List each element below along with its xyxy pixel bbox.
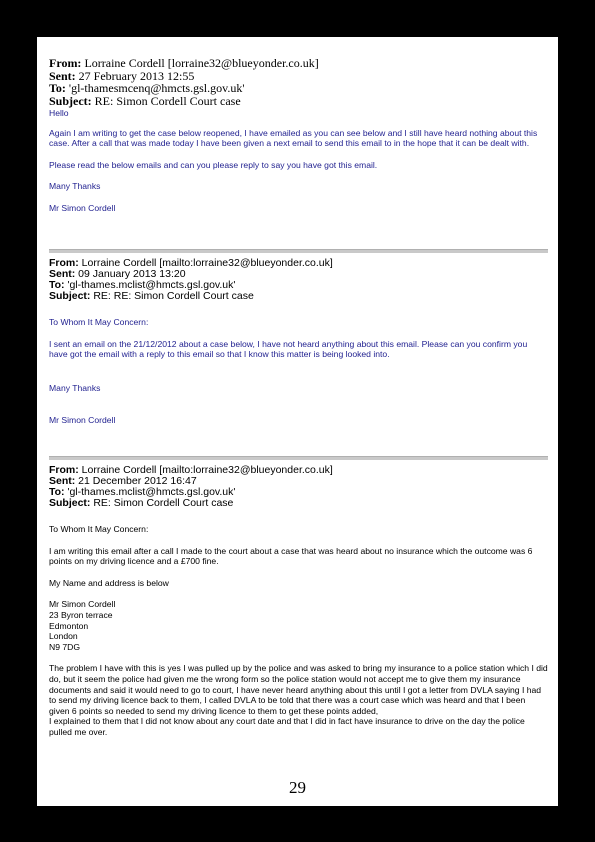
email-1 bbox=[49, 57, 548, 214]
paragraph: I sent an email on the 21/12/2012 about a case below, I have not heard anything about this email. Please can you confirm you have got the email with a reply to this email so that I know this matter is being looked into. bbox=[49, 338, 528, 360]
address-line: N9 7DG bbox=[49, 641, 81, 652]
paragraph: The problem I have with this is yes I was pulled up by the police and was asked to bring my insurance to a police station which I did do, but it seem the police had given me the wrong form so the police station would not accept me to give them my insurance documents and said it would need to go to court, I have never heard anything about this until I got a letter from DVLA saying I had to send my driving licence back to them, I called DVLA to be told that there was a court case which was heard and that I been given 6 points so needed to send my driving licence to them to get these points added, bbox=[49, 663, 548, 716]
email-2 bbox=[49, 258, 548, 426]
email-1-header bbox=[49, 57, 548, 107]
address-line: Edmonton bbox=[49, 620, 89, 631]
page-number: 29 bbox=[289, 778, 306, 797]
paragraph: Please read the below emails and can you please reply to say you have got this email. bbox=[49, 159, 378, 170]
subject-line: Subject: RE: Simon Cordell Court case bbox=[49, 497, 234, 509]
email-2-header bbox=[49, 258, 548, 302]
to-line: To: 'gl-thames.mclist@hmcts.gsl.gov.uk' bbox=[49, 279, 236, 291]
from-line: From: Lorraine Cordell [lorraine32@blueyonder.co.uk] bbox=[49, 56, 319, 70]
sent-line: Sent: 09 January 2013 13:20 bbox=[49, 268, 186, 280]
document-page bbox=[37, 37, 558, 806]
closing: Many Thanks bbox=[49, 181, 101, 192]
address-line: London bbox=[49, 631, 78, 642]
greeting: To Whom It May Concern: bbox=[49, 317, 149, 327]
greeting: To Whom It May Concern: bbox=[49, 524, 149, 534]
address-line: Mr Simon Cordell bbox=[49, 599, 116, 610]
email-3-header bbox=[49, 465, 548, 509]
paragraph: My Name and address is below bbox=[49, 577, 169, 588]
address-line: 23 Byron terrace bbox=[49, 609, 113, 620]
email-3 bbox=[49, 465, 548, 738]
signature: Mr Simon Cordell bbox=[49, 415, 116, 426]
signature: Mr Simon Cordell bbox=[49, 202, 116, 213]
closing: Many Thanks bbox=[49, 382, 101, 393]
sent-line: Sent: 27 February 2013 12:55 bbox=[49, 68, 195, 83]
divider bbox=[49, 456, 548, 460]
address-block bbox=[49, 599, 548, 652]
subject-line: Subject: RE: Simon Cordell Court case bbox=[49, 93, 241, 108]
from-line: From: Lorraine Cordell [mailto:lorraine32@blueyonder.co.uk] bbox=[49, 464, 333, 476]
to-line: To: 'gl-thamesmcenq@hmcts.gsl.gov.uk' bbox=[49, 81, 245, 95]
paragraph: Again I am writing to get the case below reopened, I have emailed as you can see below and I still have heard nothing about this case. After a call that was made today I have been given a next email to send this email to in the hope that it can be dealt with. bbox=[49, 127, 538, 149]
paragraph: I am writing this email after a call I made to the court about a case that was heard about no insurance which the outcome was 6 points on my driving licence and a £700 fine. bbox=[49, 545, 533, 567]
subject-line: Subject: RE: RE: Simon Cordell Court case bbox=[49, 290, 254, 302]
divider bbox=[49, 249, 548, 253]
paragraph: I explained to them that I did not know about any court date and that I did in fact have insurance to drive on the day the police pulled me over. bbox=[49, 716, 525, 737]
from-line: From: Lorraine Cordell [mailto:lorraine32@blueyonder.co.uk] bbox=[49, 257, 333, 269]
greeting: Hello bbox=[49, 108, 69, 118]
sent-line: Sent: 21 December 2012 16:47 bbox=[49, 475, 197, 487]
to-line: To: 'gl-thames.mclist@hmcts.gsl.gov.uk' bbox=[49, 486, 236, 498]
